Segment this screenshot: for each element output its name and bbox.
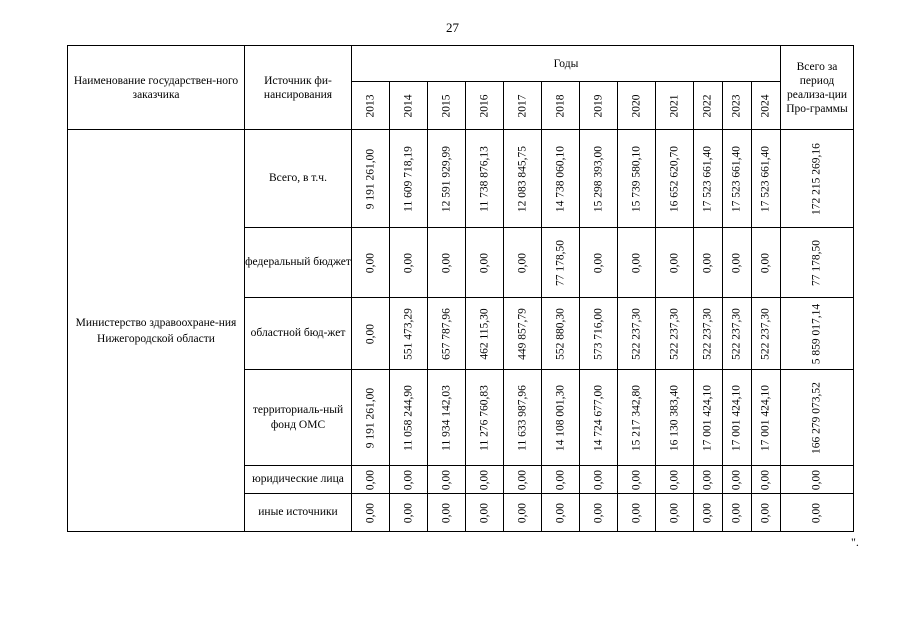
value-cell — [656, 298, 694, 370]
value-text: 0,00 — [630, 469, 642, 490]
value-cell — [694, 130, 723, 228]
value-text: 522 237,30 — [701, 307, 714, 360]
value-cell — [542, 370, 580, 466]
value-cell — [694, 298, 723, 370]
value-text: 11 276 760,83 — [478, 384, 490, 451]
value-cell — [352, 466, 390, 494]
value-text: 0,00 — [630, 252, 642, 273]
value-text: 657 787,96 — [440, 307, 452, 360]
value-text: 15 217 342,80 — [630, 384, 642, 451]
year-header — [390, 82, 428, 130]
year-label: 2020 — [630, 94, 642, 117]
value-text: 17 001 424,10 — [759, 384, 772, 451]
total-text: 77 178,50 — [810, 239, 823, 286]
customer-header: Наименование государствен-ного заказчика — [68, 46, 245, 130]
value-text: 17 001 424,10 — [730, 384, 743, 451]
value-cell — [723, 130, 752, 228]
year-label: 2022 — [701, 94, 714, 117]
value-cell — [504, 494, 542, 532]
source-label: областной бюд-жет — [245, 298, 352, 370]
value-cell — [466, 466, 504, 494]
value-text: 0,00 — [364, 469, 376, 490]
value-cell — [580, 298, 618, 370]
value-cell — [352, 298, 390, 370]
value-cell — [752, 228, 781, 298]
value-text: 17 523 661,40 — [701, 145, 714, 212]
value-text: 9 191 261,00 — [364, 387, 376, 448]
value-cell — [352, 370, 390, 466]
value-text: 522 237,30 — [730, 307, 743, 360]
value-cell — [466, 370, 504, 466]
value-text: 0,00 — [364, 323, 376, 344]
value-cell — [542, 228, 580, 298]
value-cell — [694, 370, 723, 466]
value-cell — [504, 370, 542, 466]
value-cell — [466, 298, 504, 370]
year-header — [723, 82, 752, 130]
value-text: 0,00 — [701, 502, 714, 523]
value-cell — [390, 466, 428, 494]
year-label: 2013 — [364, 94, 376, 117]
value-text: 12 083 845,75 — [516, 145, 528, 212]
value-cell — [723, 228, 752, 298]
value-cell — [352, 494, 390, 532]
value-text: 0,00 — [516, 252, 528, 273]
value-cell — [504, 228, 542, 298]
total-cell — [781, 298, 854, 370]
value-cell — [542, 494, 580, 532]
value-cell — [428, 370, 466, 466]
total-header: Всего за период реализа-ции Про-граммы — [781, 46, 854, 130]
value-text: 11 738 876,13 — [478, 145, 490, 212]
value-text: 0,00 — [478, 502, 490, 523]
value-text: 551 473,29 — [402, 307, 414, 360]
value-cell — [542, 298, 580, 370]
value-text: 0,00 — [478, 469, 490, 490]
value-cell — [656, 494, 694, 532]
value-text: 77 178,50 — [554, 239, 566, 286]
total-cell — [781, 466, 854, 494]
source-label: территориаль-ный фонд ОМС — [245, 370, 352, 466]
value-text: 0,00 — [402, 252, 414, 273]
value-cell — [542, 130, 580, 228]
value-cell — [618, 466, 656, 494]
value-cell — [694, 228, 723, 298]
value-cell — [723, 466, 752, 494]
value-text: 0,00 — [440, 252, 452, 273]
value-cell — [723, 370, 752, 466]
value-cell — [618, 370, 656, 466]
year-header — [428, 82, 466, 130]
value-text: 522 237,30 — [630, 307, 642, 360]
value-text: 0,00 — [364, 502, 376, 523]
year-header — [580, 82, 618, 130]
value-cell — [390, 130, 428, 228]
value-cell — [752, 130, 781, 228]
value-text: 16 652 620,70 — [668, 145, 680, 212]
value-cell — [428, 228, 466, 298]
value-text: 9 191 261,00 — [364, 148, 376, 209]
value-text: 17 523 661,40 — [759, 145, 772, 212]
value-text: 0,00 — [630, 502, 642, 523]
value-cell — [504, 466, 542, 494]
year-header — [504, 82, 542, 130]
value-cell — [580, 228, 618, 298]
total-text: 5 859 017,14 — [810, 303, 823, 364]
value-cell — [752, 494, 781, 532]
value-text: 0,00 — [701, 252, 714, 273]
value-cell — [428, 466, 466, 494]
value-text: 0,00 — [759, 469, 772, 490]
value-text: 0,00 — [554, 469, 566, 490]
value-cell — [618, 494, 656, 532]
year-label: 2014 — [402, 94, 414, 117]
value-cell — [542, 466, 580, 494]
value-cell — [390, 228, 428, 298]
source-label: федеральный бюджет — [245, 228, 352, 298]
value-cell — [580, 466, 618, 494]
total-cell — [781, 130, 854, 228]
year-label: 2023 — [730, 94, 743, 117]
value-text: 552 880,30 — [554, 307, 566, 360]
value-cell — [390, 370, 428, 466]
value-text: 12 591 929,99 — [440, 145, 452, 212]
year-label: 2015 — [440, 94, 452, 117]
total-text: 166 279 073,52 — [810, 381, 823, 454]
value-cell — [504, 130, 542, 228]
value-text: 0,00 — [592, 252, 604, 273]
source-label: Всего, в т.ч. — [245, 130, 352, 228]
value-text: 17 001 424,10 — [701, 384, 714, 451]
value-text: 11 934 142,03 — [440, 384, 452, 451]
financing-table — [67, 45, 854, 532]
value-cell — [352, 130, 390, 228]
value-text: 16 130 383,40 — [668, 384, 680, 451]
year-header — [656, 82, 694, 130]
year-label: 2016 — [478, 94, 490, 117]
year-label: 2019 — [592, 94, 604, 117]
year-label: 2024 — [759, 94, 772, 117]
closing-quote: ". — [851, 535, 859, 549]
value-text: 0,00 — [668, 502, 680, 523]
value-cell — [618, 228, 656, 298]
value-text: 0,00 — [701, 469, 714, 490]
value-cell — [656, 228, 694, 298]
source-label: юридические лица — [245, 466, 352, 494]
value-cell — [504, 298, 542, 370]
value-cell — [428, 298, 466, 370]
page-number: 27 — [446, 20, 459, 35]
value-text: 0,00 — [554, 502, 566, 523]
value-cell — [390, 298, 428, 370]
value-cell — [694, 466, 723, 494]
value-cell — [352, 228, 390, 298]
value-text: 0,00 — [478, 252, 490, 273]
value-text: 14 108 001,30 — [554, 384, 566, 451]
total-text: 0,00 — [810, 502, 823, 523]
value-cell — [466, 228, 504, 298]
value-text: 0,00 — [402, 469, 414, 490]
value-cell — [428, 130, 466, 228]
value-text: 0,00 — [759, 252, 772, 273]
value-cell — [656, 466, 694, 494]
value-cell — [694, 494, 723, 532]
year-header — [752, 82, 781, 130]
value-text: 15 739 580,10 — [630, 145, 642, 212]
year-header — [618, 82, 656, 130]
value-text: 0,00 — [730, 252, 743, 273]
value-text: 0,00 — [592, 469, 604, 490]
year-header — [542, 82, 580, 130]
value-text: 0,00 — [759, 502, 772, 523]
total-cell — [781, 228, 854, 298]
value-cell — [466, 494, 504, 532]
value-cell — [618, 298, 656, 370]
value-cell — [723, 298, 752, 370]
years-header: Годы — [352, 46, 781, 82]
value-text: 573 716,00 — [592, 307, 604, 360]
value-cell — [656, 370, 694, 466]
value-cell — [656, 130, 694, 228]
value-text: 522 237,30 — [759, 307, 772, 360]
value-text: 0,00 — [440, 469, 452, 490]
value-cell — [580, 370, 618, 466]
total-text: 0,00 — [810, 469, 823, 490]
year-label: 2018 — [554, 94, 566, 117]
year-header — [466, 82, 504, 130]
value-text: 11 609 718,19 — [402, 145, 414, 212]
year-header — [352, 82, 390, 130]
value-cell — [390, 494, 428, 532]
value-text: 449 857,79 — [516, 307, 528, 360]
value-text: 522 237,30 — [668, 307, 680, 360]
source-label: иные источники — [245, 494, 352, 532]
value-text: 0,00 — [668, 252, 680, 273]
value-text: 14 724 677,00 — [592, 384, 604, 451]
value-cell — [580, 494, 618, 532]
value-cell — [752, 298, 781, 370]
value-text: 11 633 987,96 — [516, 384, 528, 451]
total-cell — [781, 370, 854, 466]
value-text: 0,00 — [440, 502, 452, 523]
value-text: 0,00 — [516, 469, 528, 490]
customer-name: Министерство здравоохране-ния Нижегородской области — [68, 130, 245, 532]
value-text: 0,00 — [364, 252, 376, 273]
value-text: 0,00 — [592, 502, 604, 523]
value-text: 0,00 — [730, 469, 743, 490]
value-text: 15 298 393,00 — [592, 145, 604, 212]
value-cell — [752, 370, 781, 466]
value-cell — [618, 130, 656, 228]
value-text: 0,00 — [402, 502, 414, 523]
value-text: 0,00 — [516, 502, 528, 523]
value-cell — [428, 494, 466, 532]
year-header — [694, 82, 723, 130]
value-cell — [466, 130, 504, 228]
total-cell — [781, 494, 854, 532]
value-text: 11 058 244,90 — [402, 384, 414, 451]
source-header: Источник фи-нансирования — [245, 46, 352, 130]
value-cell — [723, 494, 752, 532]
value-cell — [752, 466, 781, 494]
table-row — [68, 130, 854, 228]
value-text: 0,00 — [730, 502, 743, 523]
value-text: 17 523 661,40 — [730, 145, 743, 212]
value-cell — [580, 130, 618, 228]
year-label: 2021 — [668, 94, 680, 117]
total-text: 172 215 269,16 — [810, 142, 823, 215]
year-label: 2017 — [516, 94, 528, 117]
value-text: 14 738 060,10 — [554, 145, 566, 212]
value-text: 462 115,30 — [478, 307, 490, 360]
value-text: 0,00 — [668, 469, 680, 490]
